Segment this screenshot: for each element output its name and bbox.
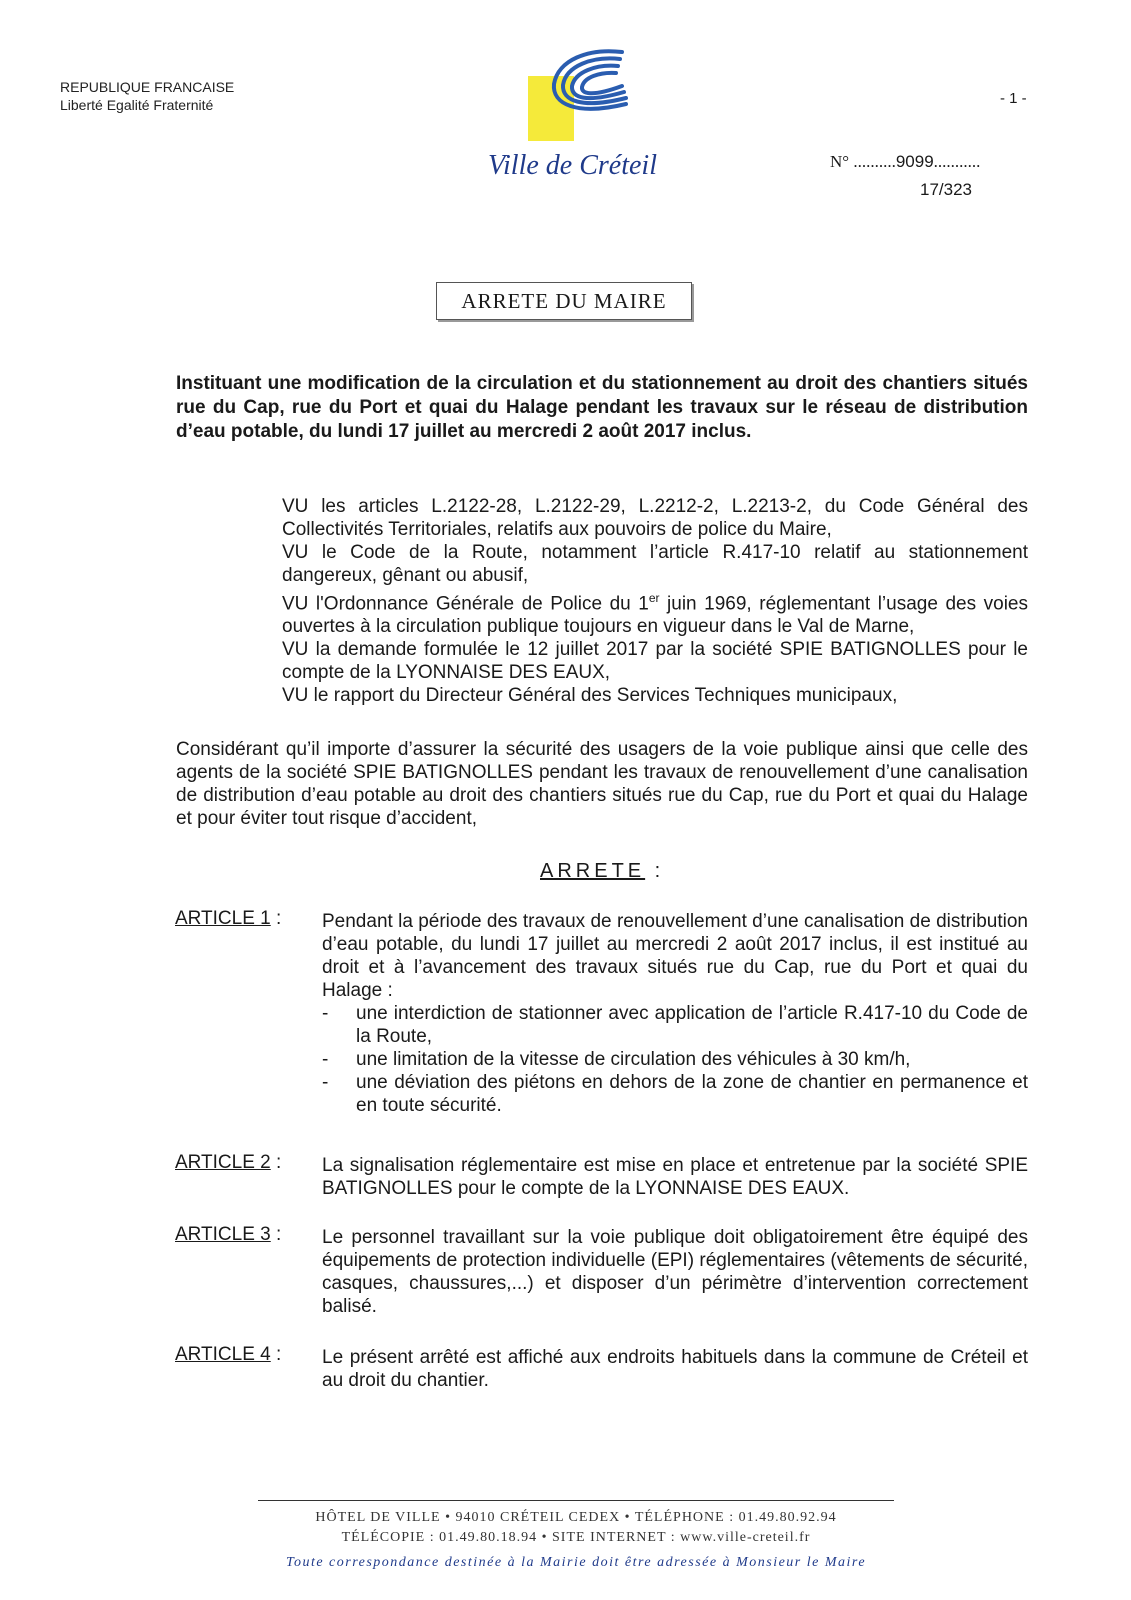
visa-1: VU les articles L.2122-28, L.2122-29, L.2212-2, L.2213-2, du Code Général des Collectivités Territoriales, relatifs aux pouvoirs de police du Maire, <box>282 496 1028 540</box>
arrete-heading: ARRETE : <box>540 860 665 882</box>
city-logo-icon <box>526 46 638 146</box>
visa-2: VU le Code de la Route, notamment l’article R.417-10 relatif au stationnement dangereux, gênant ou abusif, <box>282 542 1028 586</box>
visa-5: VU le rapport du Directeur Général des Services Techniques municipaux, <box>282 685 898 707</box>
visas-block <box>282 495 1028 707</box>
article-3-label: ARTICLE 3 : <box>175 1224 282 1245</box>
article-4-label: ARTICLE 4 : <box>175 1344 282 1365</box>
city-name: Ville de Créteil <box>488 150 657 181</box>
decree-number: N° ..........9099........... <box>830 152 981 171</box>
article-3-text: Le personnel travaillant sur la voie publique doit obligatoirement être équipé des équipements de protection individuelle (EPI) réglementaires (vêtements de sécurité, casques, chaussures,...) et disposer d’un périmètre d’intervention correctement balisé. <box>322 1227 1028 1317</box>
visa-3: VU l'Ordonnance Générale de Police du 1er juin 1969, réglementant l’usage des voies ouvertes à la circulation publique toujours en vigueur dans le Val de Marne, <box>282 591 1028 638</box>
page-title: ARRETE DU MAIRE <box>436 282 692 320</box>
list-item: - une interdiction de stationner avec application de l’article R.417-10 du Code de la Route, <box>322 1003 1028 1047</box>
footer-note: Toute correspondance destinée à la Mairie doit être adressée à Monsieur le Maire <box>285 1555 867 1570</box>
republic-header <box>60 78 234 114</box>
footer-divider <box>258 1500 894 1501</box>
page-number: - 1 - <box>1000 90 1027 107</box>
article-1-text: Pendant la période des travaux de renouvellement d’une canalisation de distribution d’eau potable, du lundi 17 juillet au mercredi 2 août 2017 inclus, il est institué au droit et à l’avancement des travaux situés rue du Cap, rue du Port et quai du Halage : <box>322 911 1028 1001</box>
list-item: - une limitation de la vitesse de circulation des véhicules à 30 km/h, <box>322 1049 911 1070</box>
article-1-label: ARTICLE 1 : <box>175 908 282 929</box>
decree-secondary-number: 17/323 <box>920 180 972 199</box>
decree-number-value: 9099 <box>895 152 934 171</box>
footer-address: HÔTEL DE VILLE • 94010 CRÉTEIL CEDEX • TÉLÉPHONE : 01.49.80.92.94 <box>315 1510 837 1525</box>
decree-object: Instituant une modification de la circulation et du stationnement au droit des chantiers situés rue du Cap, rue du Port et quai du Halage pendant les travaux sur le réseau de distribution d’eau potable, du lundi 17 juillet au mercredi 2 août 2017 inclus. <box>176 373 1028 442</box>
republic-label: REPUBLIQUE FRANCAISE <box>60 79 235 95</box>
footer-contact: TÉLÉCOPIE : 01.49.80.18.94 • SITE INTERNET : www.ville-creteil.fr <box>341 1530 811 1545</box>
article-2-text: La signalisation réglementaire est mise en place et entretenue par la société SPIE BATIGNOLLES pour le compte de la LYONNAISE DES EAUX. <box>322 1155 1028 1199</box>
decree-number-prefix: N° <box>830 152 850 171</box>
article-1-body <box>322 910 1028 1117</box>
article-4-text: Le présent arrêté est affiché aux endroits habituels dans la commune de Créteil et au droit du chantier. <box>322 1347 1028 1391</box>
motto: Liberté Egalité Fraternité <box>60 97 214 113</box>
list-item: - une déviation des piétons en dehors de la zone de chantier en permanence et en toute sécurité. <box>322 1072 1028 1116</box>
considering-paragraph: Considérant qu’il importe d’assurer la sécurité des usagers de la voie publique ainsi que celle des agents de la société SPIE BATIGNOLLES pendant les travaux de renouvellement d’une canalisation de distribution d’eau potable au droit des chantiers situés rue du Cap, rue du Port et quai du Halage et pour éviter tout risque d’accident, <box>176 739 1028 829</box>
visa-4: VU la demande formulée le 12 juillet 2017 par la société SPIE BATIGNOLLES pour le compte de la LYONNAISE DES EAUX, <box>282 639 1028 684</box>
article-2-label: ARTICLE 2 : <box>175 1152 282 1173</box>
